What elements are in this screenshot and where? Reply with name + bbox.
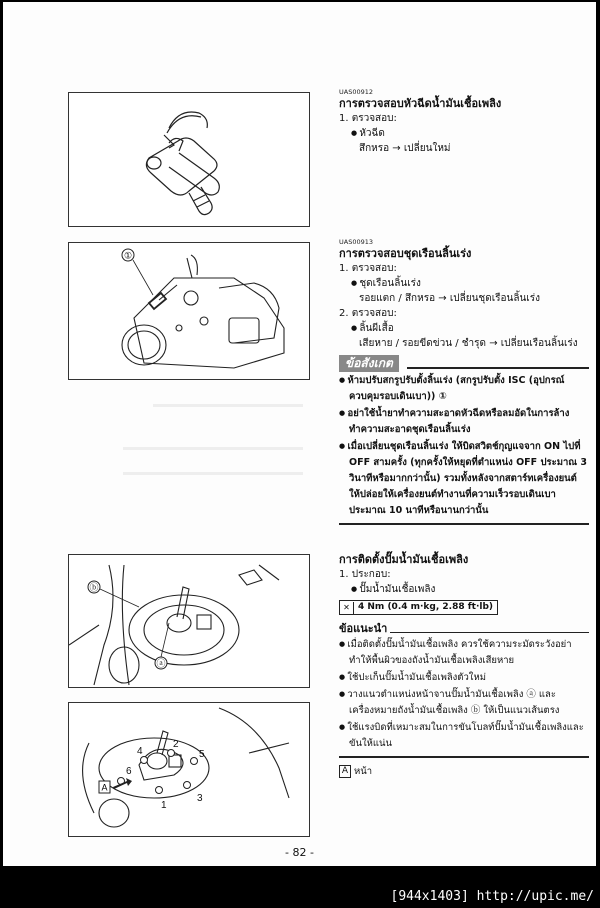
divider xyxy=(339,523,589,525)
check-item: ● หัวฉีด xyxy=(339,126,589,141)
check-item: ● ชุดเรือนลิ้นเร่ง xyxy=(339,276,589,291)
torque-wrench-icon: ✕ xyxy=(340,602,354,614)
note-header xyxy=(339,355,589,372)
section-throttle-inspection xyxy=(339,238,589,529)
section-code: UAS00913 xyxy=(339,238,374,246)
svg-text:3: 3 xyxy=(197,793,203,804)
callout-1 xyxy=(122,249,153,295)
bleed-through xyxy=(123,472,303,475)
callout-a xyxy=(155,623,169,669)
note-item: ● เมื่อเปลี่ยนชุดเรือนลิ้นเร่ง ให้บิดสวิตช์กุญแจจาก ON ไปที่ OFF สามครั้ง (ทุกครั้งให้หยุดที่ตำแหน่ง OFF ประมาณ 3 วินาทีหรือมากกว่านั้น) รวมทั้งหลังจากสตาร์ทเครื่องยนต์ ให้ปล่อยให้เครื่องยนต์ทำงานที่ความเร็วรอบเดินเบาประมาณ 10 นาทีหรือนานกว่านั้น xyxy=(339,438,589,519)
svg-text:2: 2 xyxy=(173,739,179,750)
check-action: รอยแตก / สึกหรอ → เปลี่ยนชุดเรือนลิ้นเร่ง xyxy=(359,293,540,304)
divider xyxy=(339,756,589,758)
divider xyxy=(390,632,589,633)
svg-text:4: 4 xyxy=(137,746,143,757)
image-watermark: [944x1403] http://upic.me/ xyxy=(390,889,594,904)
tip-item: ● ใช้แรงบิดที่เหมาะสมในการขันโบลท์ปั๊มน้ำมันเชื้อเพลิงและขันให้แน่น xyxy=(339,719,589,752)
figure-fuel-injector xyxy=(68,92,310,227)
svg-text:ⓐ: ⓐ xyxy=(156,658,166,669)
tip-item: ● วางแนวตำแหน่งหน้าจานปั๊มน้ำมันเชื้อเพลิง ⓐ และเครื่องหมายถังน้ำมันเชื้อเพลิง ⓑ ให้เป็นแนวเส้นตรง xyxy=(339,686,589,719)
tip-label: ข้อแนะนำ xyxy=(339,622,388,635)
svg-text:6: 6 xyxy=(126,766,132,777)
check-action: เสียหาย / รอยขีดข่วน / ชำรุด → เปลี่ยนเรือนลิ้นเร่ง xyxy=(359,338,578,349)
bleed-through xyxy=(153,404,303,407)
tip-header xyxy=(339,621,589,636)
figure-throttle-body xyxy=(68,242,310,380)
section-injector-inspection xyxy=(339,88,589,156)
bleed-through xyxy=(123,447,303,450)
torque-spec xyxy=(339,600,498,615)
fuel-pump-bolts-drawing xyxy=(69,703,309,836)
install-item: ● ปั๊มน้ำมันเชื้อเพลิง xyxy=(339,582,589,597)
svg-text:ⓑ: ⓑ xyxy=(89,582,99,593)
figure-fuel-pump-bolt-sequence xyxy=(68,702,310,837)
step: 1. ตรวจสอบ: xyxy=(339,113,397,124)
manual-page xyxy=(3,2,596,866)
svg-text:5: 5 xyxy=(199,749,205,760)
section-code: UAS00912 xyxy=(339,88,374,96)
step: 1. ตรวจสอบ: xyxy=(339,263,397,274)
svg-text:A: A xyxy=(101,782,108,793)
check-action: สึกหรอ → เปลี่ยนใหม่ xyxy=(359,143,451,154)
page-number: - 82 - xyxy=(285,846,314,859)
tip-item: ● เมื่อติดตั้งปั๊มน้ำมันเชื้อเพลิง ควรใช้ความระมัดระวังอย่าทำให้พื้นผิวของถังน้ำมันเชื้อเพลิงเสียหาย xyxy=(339,636,589,669)
note-list xyxy=(339,372,589,519)
tip-list xyxy=(339,636,589,752)
step: 1. ประกอบ: xyxy=(339,569,391,580)
legend xyxy=(339,764,589,779)
divider xyxy=(407,367,589,369)
throttle-body-drawing xyxy=(69,243,309,379)
note-item: ● อย่าใช้น้ำยาทำความสะอาดหัวฉีดหรือลมอัดในการล้างทำความสะอาดชุดเรือนลิ้นเร่ง xyxy=(339,405,589,438)
svg-text:①: ① xyxy=(123,250,133,261)
check-item: ● ลิ้นผีเสื้อ xyxy=(339,321,589,336)
section-title: การตรวจสอบชุดเรือนลิ้นเร่ง xyxy=(339,247,472,260)
figure-fuel-pump-alignment xyxy=(68,554,310,688)
note-label: ข้อสังเกต xyxy=(339,355,399,372)
tip-item: ● ใช้ปะเก็นปั๊มน้ำมันเชื้อเพลิงตัวใหม่ xyxy=(339,669,589,686)
note-item: ● ห้ามปรับสกรูปรับตั้งลิ้นเร่ง (สกรูปรับตั้ง ISC (อุปกรณ์ควบคุมรอบเดินเบา)) ① xyxy=(339,372,589,405)
legend-key: A xyxy=(339,765,351,778)
fuel-pump-alignment-drawing xyxy=(69,555,309,687)
step: 2. ตรวจสอบ: xyxy=(339,308,397,319)
legend-value: หน้า xyxy=(354,766,373,777)
section-title: การตรวจสอบหัวฉีดน้ำมันเชื้อเพลิง xyxy=(339,97,502,110)
fuel-injector-drawing xyxy=(69,93,309,226)
section-title: การติดตั้งปั๊มน้ำมันเชื้อเพลิง xyxy=(339,553,469,566)
torque-value: 4 Nm (0.4 m·kg, 2.88 ft·lb) xyxy=(358,602,494,612)
section-fuel-pump-install xyxy=(339,552,589,779)
svg-text:1: 1 xyxy=(161,800,167,811)
